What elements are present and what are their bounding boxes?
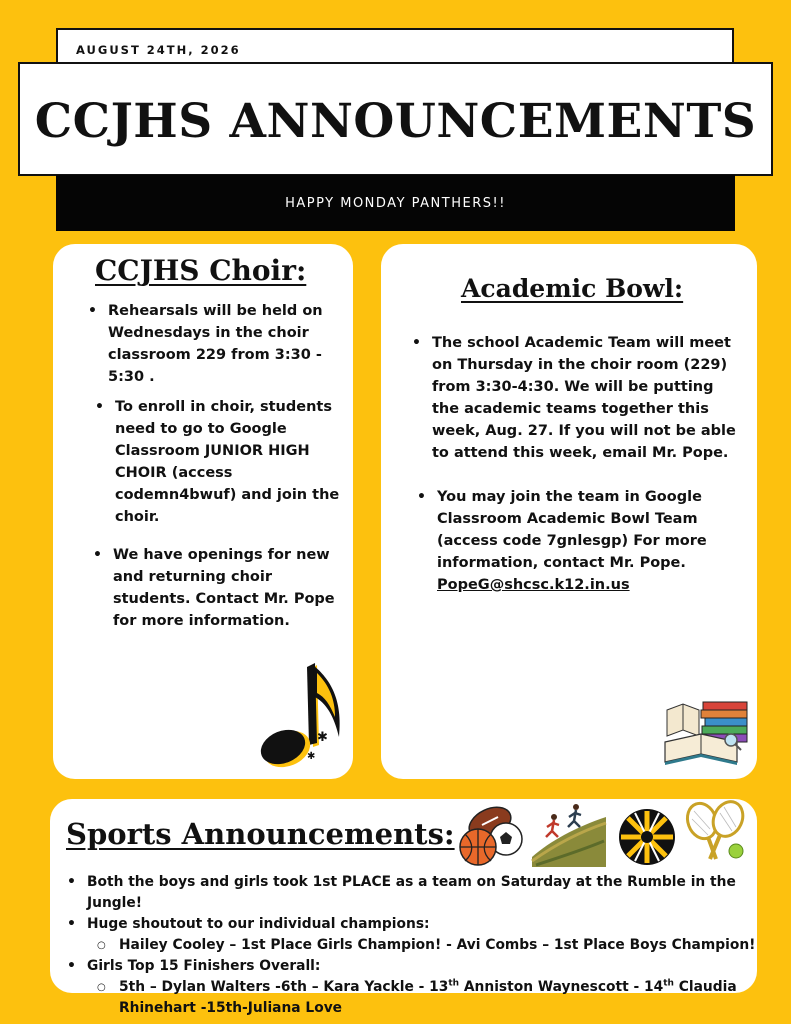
sports-title: Sports Announcements:: [66, 817, 455, 851]
sports-card: [50, 799, 757, 1016]
finishers-text-3: Claudia Rhinehart -15th-Juliana Love: [119, 979, 737, 1016]
list-item: • Huge shoutout to our individual champions:: [87, 914, 757, 935]
pom-pom-icon: [615, 805, 679, 869]
svg-text:✱: ✱: [317, 730, 328, 745]
list-item: • Both the boys and girls took 1st PLACE as a team on Saturday at the Rumble in the Jungle!: [87, 872, 757, 914]
tennis-rackets-icon: [680, 799, 750, 871]
title-banner: [18, 62, 773, 176]
email-link[interactable]: PopeG@shcsc.k12.in.us: [437, 577, 630, 593]
books-icon: [661, 696, 751, 768]
list-item: [437, 486, 737, 596]
list-item: • Girls Top 15 Finishers Overall:: [87, 956, 757, 977]
choir-list: [108, 300, 343, 648]
academic-bowl-card: [381, 244, 757, 779]
balls-icon: [454, 801, 528, 869]
ordinal-suffix: th: [663, 978, 674, 989]
finishers-text-1: 5th – Dylan Walters -6th – Kara Yackle - 13: [119, 979, 449, 995]
list-item: • Rehearsals will be held on Wednesdays in the choir classroom 229 from 3:30 - 5:30 .: [108, 300, 343, 388]
list-item: • We have openings for new and returning choir students. Contact Mr. Pope for more information.: [113, 544, 343, 632]
finishers-text-2: Anniston Waynescott - 14: [459, 979, 664, 995]
list-item: • The school Academic Team will meet on Thursday in the choir room (229) from 3:30-4:30. We will be putting the academic teams together this week, Aug. 27. If you will not be able to attend this week, email Mr. Pope.: [432, 332, 737, 464]
page-title: CCJHS ANNOUNCEMENTS: [34, 93, 757, 149]
tagline-text: HAPPY MONDAY PANTHERS!!: [285, 195, 506, 211]
choir-card: [53, 244, 353, 779]
academic-bowl-title: Academic Bowl:: [461, 274, 684, 303]
list-item: [87, 977, 757, 1019]
sports-list: [87, 872, 757, 1019]
list-item: • To enroll in choir, students need to go to Google Classroom JUNIOR HIGH CHOIR (access codemn4bwuf) and join the choir.: [115, 396, 343, 528]
date-text: AUGUST 24TH, 2026: [76, 43, 241, 57]
join-text: You may join the team in Google Classroom Academic Bowl Team (access code 7gnlesgp) For more information, contact Mr. Pope.: [437, 489, 707, 571]
ordinal-suffix: th: [448, 978, 460, 989]
list-item: ○ Hailey Cooley – 1st Place Girls Champion! - Avi Combs – 1st Place Boys Champion!: [87, 935, 757, 956]
choir-title: CCJHS Choir:: [95, 254, 307, 287]
music-note-icon: [255, 659, 345, 774]
svg-text:✱: ✱: [307, 751, 316, 762]
academic-bowl-list: [432, 332, 737, 618]
runners-icon: [530, 801, 608, 871]
tagline-bar: [56, 175, 735, 231]
